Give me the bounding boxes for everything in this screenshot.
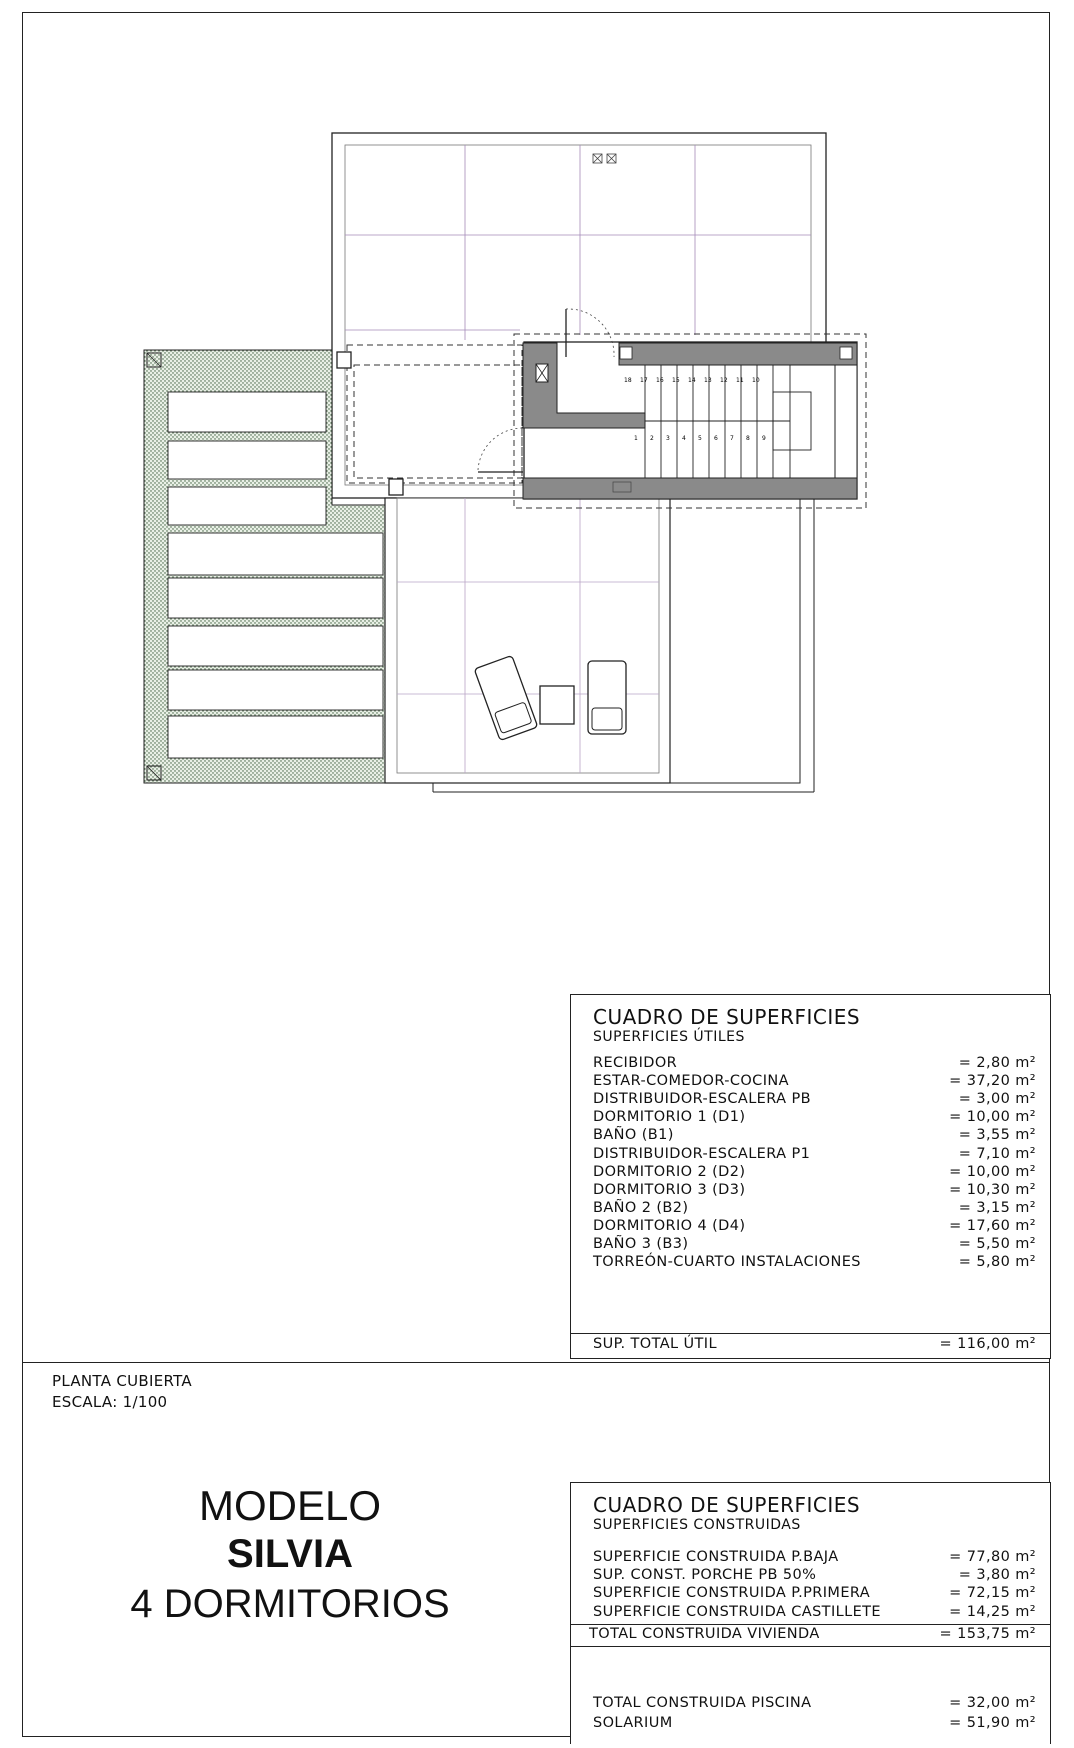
- row-value: = 3,55 m²: [958, 1127, 1036, 1144]
- table-row: [593, 1695, 1036, 1715]
- row-label: SUPERFICIE CONSTRUIDA P.BAJA: [593, 1549, 839, 1565]
- stair-step-number: 1: [634, 435, 638, 442]
- table-row: [593, 1146, 1036, 1166]
- green-terrace: [144, 350, 385, 783]
- plan-scale: ESCALA: 1/100: [52, 1393, 168, 1411]
- row-value: = 14,25 m²: [949, 1603, 1036, 1620]
- row-label: BAÑO (B1): [593, 1127, 674, 1144]
- total-separator: [571, 1333, 1050, 1334]
- total-value: = 153,75 m²: [939, 1626, 1036, 1642]
- stair-step-numbers-lower: [634, 435, 766, 442]
- row-label: ESTAR-COMEDOR-COCINA: [593, 1073, 789, 1090]
- table-row: [593, 1549, 1036, 1569]
- table-title: CUADRO DE SUPERFICIES: [593, 1493, 861, 1517]
- stair-step-number: 15: [672, 377, 680, 384]
- plan-name: PLANTA CUBIERTA: [52, 1372, 192, 1390]
- table-subtitle: SUPERFICIES CONSTRUIDAS: [593, 1517, 801, 1533]
- total-label: TOTAL CONSTRUIDA VIVIENDA: [589, 1626, 820, 1642]
- stair-step-numbers-upper: [624, 377, 760, 384]
- stair-step-number: 5: [698, 435, 702, 442]
- row-value: = 3,15 m²: [958, 1199, 1036, 1216]
- table-row: [593, 1218, 1036, 1238]
- row-label: DORMITORIO 2 (D2): [593, 1163, 746, 1180]
- table-row: [593, 1715, 1036, 1735]
- stair-step-number: 17: [640, 377, 648, 384]
- stair-step-number: 9: [762, 435, 766, 442]
- total-label: SUP. TOTAL ÚTIL: [593, 1336, 717, 1352]
- model-name: SILVIA: [227, 1532, 353, 1576]
- table-row: [593, 1604, 1036, 1624]
- table-row: [593, 1164, 1036, 1184]
- row-label: TORREÓN-CUARTO INSTALACIONES: [593, 1254, 861, 1271]
- vent-icon: [593, 154, 616, 163]
- stair-step-number: 14: [688, 377, 696, 384]
- row-value: = 77,80 m²: [949, 1549, 1036, 1565]
- row-value: = 10,00 m²: [949, 1163, 1036, 1180]
- table-row: [593, 1200, 1036, 1220]
- table-subtitle: SUPERFICIES ÚTILES: [593, 1029, 745, 1045]
- stair-tower: [478, 309, 857, 499]
- row-label: BAÑO 2 (B2): [593, 1199, 689, 1216]
- stair-step-number: 18: [624, 377, 632, 384]
- stair-step-number: 10: [752, 377, 760, 384]
- stair-step-number: 11: [736, 377, 744, 384]
- table-row: [593, 1091, 1036, 1111]
- total-row: [593, 1336, 1036, 1356]
- row-value: = 3,80 m²: [958, 1567, 1036, 1584]
- table-row: [593, 1236, 1036, 1256]
- total-row: [589, 1626, 1036, 1646]
- row-label: TOTAL CONSTRUIDA PISCINA: [593, 1695, 812, 1711]
- row-value: = 2,80 m²: [958, 1055, 1036, 1071]
- model-label: MODELO: [198, 1482, 382, 1529]
- row-label: SUP. CONST. PORCHE PB 50%: [593, 1567, 817, 1584]
- stair-step-number: 3: [666, 435, 670, 442]
- table-row: [593, 1567, 1036, 1587]
- row-label: DORMITORIO 1 (D1): [593, 1109, 746, 1126]
- row-label: DORMITORIO 3 (D3): [593, 1181, 746, 1198]
- row-label: DISTRIBUIDOR-ESCALERA P1: [593, 1145, 811, 1162]
- row-value: = 37,20 m²: [949, 1073, 1036, 1090]
- stair-step-number: 4: [682, 435, 686, 442]
- table-row: [593, 1073, 1036, 1093]
- sun-lounger-right: [588, 661, 626, 734]
- table-row: [593, 1127, 1036, 1147]
- table-row: [593, 1055, 1036, 1075]
- surface-table-useful: [570, 994, 1051, 1359]
- row-value: = 5,50 m²: [958, 1236, 1036, 1252]
- row-value: = 72,15 m²: [949, 1585, 1036, 1602]
- solarium-area: [385, 498, 814, 792]
- stair-step-number: 16: [656, 377, 664, 384]
- table-row: [593, 1254, 1036, 1274]
- stair-step-number: 13: [704, 377, 712, 384]
- surface-table-built: [570, 1482, 1051, 1744]
- row-label: DISTRIBUIDOR-ESCALERA PB: [593, 1091, 811, 1108]
- table-title: CUADRO DE SUPERFICIES: [593, 1005, 861, 1029]
- row-value: = 17,60 m²: [949, 1217, 1036, 1234]
- table-row: [593, 1585, 1036, 1605]
- row-value: = 51,90 m²: [949, 1715, 1036, 1731]
- row-label: BAÑO 3 (B3): [593, 1236, 689, 1252]
- row-label: DORMITORIO 4 (D4): [593, 1217, 746, 1234]
- row-value: = 5,80 m²: [958, 1254, 1036, 1271]
- table-row: [593, 1182, 1036, 1202]
- row-label: SUPERFICIE CONSTRUIDA P.PRIMERA: [593, 1585, 871, 1602]
- stair-step-number: 12: [720, 377, 728, 384]
- row-value: = 10,00 m²: [949, 1109, 1036, 1126]
- total-value: = 116,00 m²: [939, 1336, 1036, 1352]
- total-separator-bottom: [571, 1646, 1050, 1647]
- stair-step-number: 6: [714, 435, 718, 442]
- stair-step-number: 7: [730, 435, 734, 442]
- stair-step-number: 2: [650, 435, 654, 442]
- row-value: = 32,00 m²: [949, 1695, 1036, 1711]
- stair-step-number: 8: [746, 435, 750, 442]
- roof-grid: [345, 145, 811, 340]
- roof-plan-drawing: [0, 0, 1074, 860]
- title-block-divider: [22, 1362, 1050, 1363]
- total-separator: [571, 1624, 1050, 1625]
- row-label: SOLARIUM: [593, 1715, 673, 1731]
- row-label: SUPERFICIE CONSTRUIDA CASTILLETE: [593, 1603, 881, 1620]
- row-value: = 10,30 m²: [949, 1181, 1036, 1198]
- side-table: [540, 686, 574, 724]
- column: [389, 479, 403, 495]
- column: [337, 352, 351, 368]
- model-bedrooms: 4 DORMITORIOS: [130, 1582, 450, 1626]
- row-label: RECIBIDOR: [593, 1055, 678, 1071]
- row-value: = 7,10 m²: [958, 1145, 1036, 1162]
- row-value: = 3,00 m²: [958, 1091, 1036, 1108]
